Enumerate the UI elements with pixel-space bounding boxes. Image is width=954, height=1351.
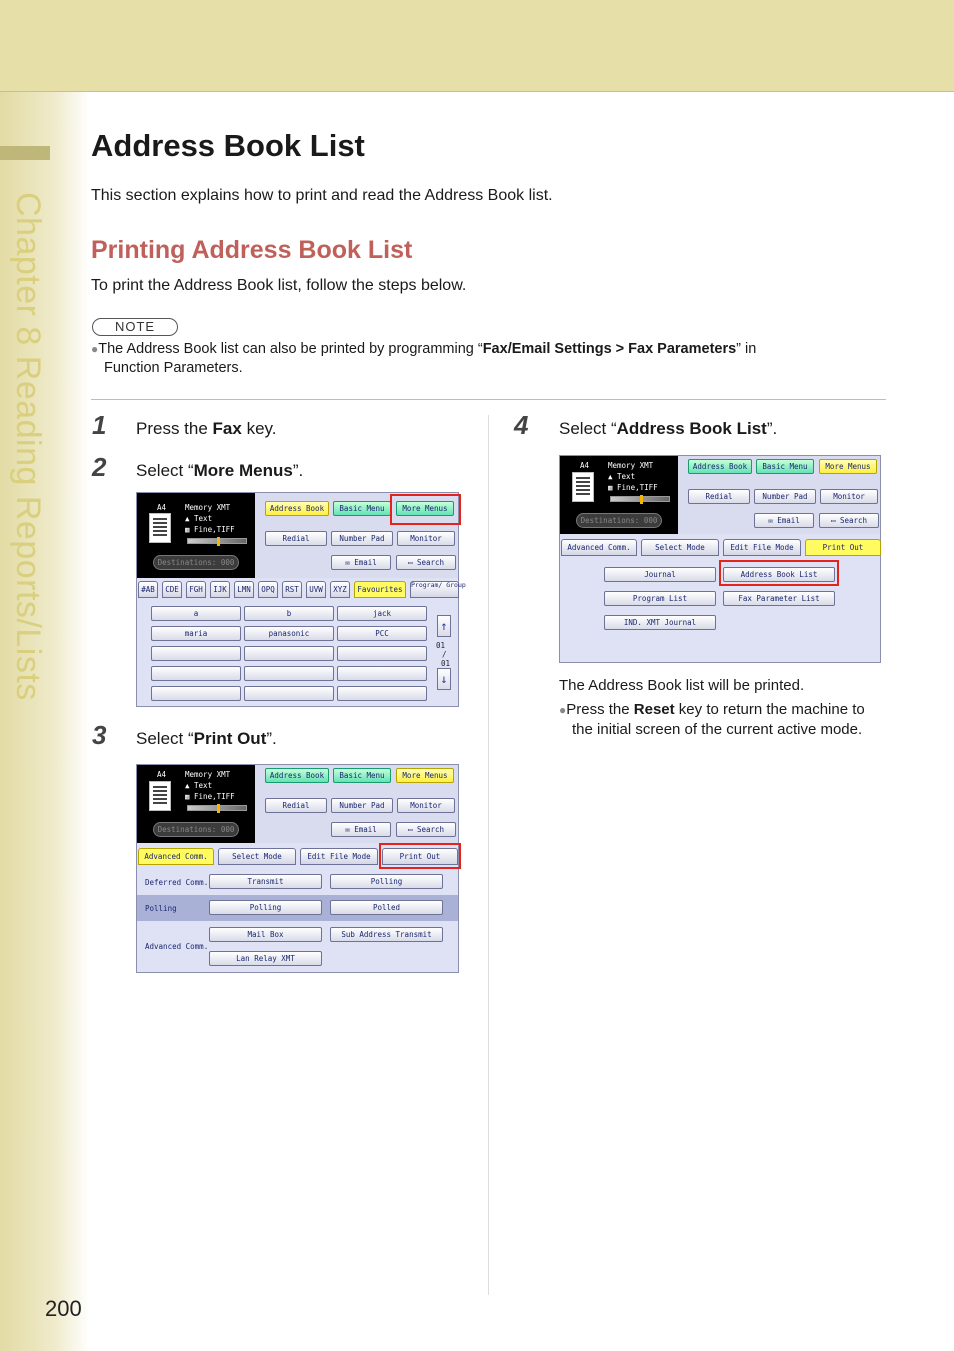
entry-empty[interactable] <box>337 686 427 701</box>
paper-size: A4 <box>157 770 167 779</box>
paper-size: A4 <box>580 461 590 470</box>
divider <box>91 399 886 400</box>
result-bullet <box>559 700 879 739</box>
tab-uvw[interactable]: UVW <box>306 581 326 598</box>
step-4-bold: Address Book List <box>616 419 767 438</box>
program-list-button[interactable]: Program List <box>604 591 716 606</box>
entry-empty[interactable] <box>337 666 427 681</box>
tab-rst[interactable]: RST <box>282 581 302 598</box>
contrast-slider[interactable] <box>187 538 247 544</box>
entry-pcc[interactable] <box>337 626 427 641</box>
basic-menu-tab[interactable]: Basic Menu <box>333 501 391 516</box>
monitor-button[interactable]: Monitor <box>820 489 878 504</box>
text-mode: ▲ Text <box>185 514 213 523</box>
resolution-label: Fine,TIFF <box>194 525 235 534</box>
section-intro: To print the Address Book list, follow the steps below. <box>91 277 467 294</box>
document-icon <box>572 472 594 502</box>
row-polling: Polling <box>145 904 177 913</box>
more-menus-tab[interactable]: More Menus <box>396 768 454 783</box>
entry-empty[interactable] <box>244 666 334 681</box>
step-3-number: 3 <box>92 720 107 750</box>
number-pad-button[interactable]: Number Pad <box>331 798 393 813</box>
status-panel <box>560 456 678 534</box>
top-banner <box>0 0 954 92</box>
polled-button[interactable]: Polled <box>330 900 443 915</box>
highlight-print-out <box>379 843 461 869</box>
tab-select-mode[interactable]: Select Mode <box>641 539 719 556</box>
tab-edit-file-mode[interactable]: Edit File Mode <box>723 539 801 556</box>
search-label: Search <box>839 516 868 525</box>
scroll-down-icon[interactable]: ↓ <box>437 668 451 690</box>
resolution: ▦ Fine,TIFF <box>608 483 658 492</box>
memory-mode: Memory XMT <box>608 461 654 470</box>
status-panel <box>137 493 255 578</box>
transmit-button[interactable]: Transmit <box>209 874 322 889</box>
page-number: 200 <box>45 1296 82 1321</box>
note-bold: Fax/Email Settings > Fax Parameters <box>482 341 737 357</box>
email-label: Email <box>354 558 377 567</box>
step-3-pre: Select “ <box>136 729 194 748</box>
section-title: Printing Address Book List <box>91 236 413 264</box>
highlight-more-menus <box>390 494 461 525</box>
ind-xmt-journal-button[interactable]: IND. XMT Journal <box>604 615 716 630</box>
number-pad-button[interactable]: Number Pad <box>754 489 816 504</box>
tab-advanced-comm[interactable]: Advanced Comm. <box>561 539 637 556</box>
page-total: 01 <box>441 659 451 668</box>
step-3-text <box>136 729 277 749</box>
step-4-pre: Select “ <box>559 419 617 438</box>
email-label: Email <box>777 516 800 525</box>
entry-empty[interactable] <box>244 646 334 661</box>
highlight-address-book-list <box>719 560 839 586</box>
resolution: ▦ Fine,TIFF <box>185 792 235 801</box>
step-1-bold: Fax <box>212 419 242 438</box>
tab-edit-file-mode[interactable]: Edit File Mode <box>300 848 378 865</box>
bullet-icon: ● <box>559 703 567 717</box>
entry-b-label: b <box>286 609 292 618</box>
step-3-post: ”. <box>266 729 277 748</box>
text-mode: ▲ Text <box>608 472 636 481</box>
destinations-counter: Destinations: 000 <box>153 555 239 570</box>
tab-ab[interactable]: #AB <box>138 581 158 598</box>
text-mode-label: Text <box>194 514 213 523</box>
address-book-tab[interactable]: Address Book <box>688 459 752 474</box>
polling-button[interactable]: Polling <box>209 900 322 915</box>
result-bullet-bold: Reset <box>633 701 675 718</box>
monitor-button[interactable]: Monitor <box>397 531 455 546</box>
resolution-label: Fine,TIFF <box>617 483 658 492</box>
entry-panasonic[interactable] <box>244 626 334 641</box>
tab-advanced-comm[interactable]: Advanced Comm. <box>138 848 214 865</box>
step-2-number: 2 <box>92 452 107 482</box>
screen-more-menus <box>136 492 466 707</box>
more-menus-tab[interactable]: More Menus <box>819 459 877 474</box>
search-button[interactable]: ▭ Search <box>819 513 879 528</box>
destinations-counter: Destinations: 000 <box>576 513 662 528</box>
note-suffix: ” in <box>736 341 757 357</box>
step-2-post: ”. <box>292 461 304 480</box>
search-button[interactable]: ▭ Search <box>396 822 456 837</box>
search-button[interactable]: ▭ Search <box>396 555 456 570</box>
more-menus-tab[interactable]: More Menus <box>396 501 454 516</box>
row-advanced-comm: Advanced Comm. <box>145 942 209 951</box>
polling-button[interactable]: Polling <box>330 874 443 889</box>
entry-empty[interactable] <box>151 666 241 681</box>
lan-relay-xmt-button[interactable]: Lan Relay XMT <box>209 951 322 966</box>
step-1-pre: Press the <box>136 419 213 438</box>
result-line: The Address Book list will be printed. <box>559 677 805 694</box>
entry-empty[interactable] <box>151 646 241 661</box>
tab-favourites[interactable]: Favourites <box>354 581 406 598</box>
document-icon <box>149 513 171 543</box>
text-mode-label: Text <box>194 781 213 790</box>
memory-mode: Memory XMT <box>185 770 231 779</box>
resolution: ▦ Fine,TIFF <box>185 525 235 534</box>
result-bullet-pre: Press the <box>566 701 634 718</box>
sub-address-transmit-button[interactable]: Sub Address Transmit <box>330 927 443 942</box>
number-pad-button[interactable]: Number Pad <box>331 531 393 546</box>
note-prefix: The Address Book list can also be printed by programming “ <box>98 341 483 357</box>
step-1-text <box>136 419 276 439</box>
entry-maria[interactable] <box>151 626 241 641</box>
entry-a-label: a <box>193 609 199 618</box>
entry-b[interactable] <box>244 606 334 621</box>
result-text <box>559 676 879 739</box>
address-book-list-button[interactable]: Address Book List <box>723 567 835 582</box>
entry-maria-label: maria <box>184 629 208 638</box>
address-book-tab[interactable]: Address Book <box>265 501 329 516</box>
note-line2: Function Parameters. <box>104 360 243 376</box>
redial-button[interactable]: Redial <box>265 798 327 813</box>
scroll-up-icon[interactable]: ↑ <box>437 615 451 637</box>
chapter-marker <box>0 146 50 160</box>
step-4-number: 4 <box>514 410 529 440</box>
step-1-post: key. <box>241 419 277 438</box>
email-button[interactable]: ✉ Email <box>331 555 391 570</box>
step-2-bold: More Menus <box>193 461 293 480</box>
tab-fgh[interactable]: FGH <box>186 581 206 598</box>
text-mode: ▲ Text <box>185 781 213 790</box>
paper-size: A4 <box>157 503 167 512</box>
step-4-text <box>559 419 777 439</box>
mail-box-button[interactable]: Mail Box <box>209 927 322 942</box>
step-4-post: ”. <box>766 419 778 438</box>
email-button[interactable]: ✉ Email <box>754 513 814 528</box>
entry-empty[interactable] <box>244 686 334 701</box>
monitor-button[interactable]: Monitor <box>397 798 455 813</box>
entry-pcc-label: PCC <box>375 629 389 638</box>
entry-panasonic-label: panasonic <box>268 629 310 638</box>
entry-empty[interactable] <box>337 646 427 661</box>
basic-menu-tab[interactable]: Basic Menu <box>333 768 391 783</box>
tab-ijk[interactable]: IJK <box>210 581 230 598</box>
destinations-counter: Destinations: 000 <box>153 822 239 837</box>
address-book-tab[interactable]: Address Book <box>265 768 329 783</box>
tab-cde[interactable]: CDE <box>162 581 182 598</box>
contrast-slider[interactable] <box>610 496 670 502</box>
status-panel <box>137 765 255 843</box>
step-1-number: 1 <box>92 410 107 440</box>
column-divider <box>488 415 489 1295</box>
redial-button[interactable]: Redial <box>265 531 327 546</box>
page-separator: / <box>442 650 447 659</box>
page-title: Address Book List <box>91 128 365 163</box>
row-deferred-comm: Deferred Comm. <box>145 878 209 887</box>
tab-program-group[interactable]: Program/ Group <box>410 581 459 598</box>
page-current: 01 <box>436 641 446 650</box>
screen-address-book-list <box>559 455 881 663</box>
tab-lmn[interactable]: LMN <box>234 581 254 598</box>
memory-mode: Memory XMT <box>185 503 231 512</box>
step-2-text <box>136 461 303 481</box>
contrast-slider[interactable] <box>187 805 247 811</box>
step-3-bold: Print Out <box>193 729 267 748</box>
search-label: Search <box>416 825 445 834</box>
search-label: Search <box>416 558 445 567</box>
note-text <box>91 340 861 378</box>
intro-text: This section explains how to print and read the Address Book list. <box>91 187 553 204</box>
tab-opq[interactable]: OPQ <box>258 581 278 598</box>
entry-empty[interactable] <box>151 686 241 701</box>
tab-print-out[interactable]: Print Out <box>805 539 881 556</box>
email-label: Email <box>354 825 377 834</box>
text-mode-label: Text <box>617 472 636 481</box>
screen-print-out <box>136 764 459 973</box>
entry-a[interactable] <box>151 606 241 621</box>
note-badge: NOTE <box>92 318 178 336</box>
chapter-label: Chapter 8 Reading Reports/Lists <box>9 192 47 701</box>
bullet-icon: ● <box>91 342 99 356</box>
email-button[interactable]: ✉ Email <box>331 822 391 837</box>
entry-jack[interactable] <box>337 606 427 621</box>
tab-xyz[interactable]: XYZ <box>330 581 350 598</box>
tab-select-mode[interactable]: Select Mode <box>218 848 296 865</box>
resolution-label: Fine,TIFF <box>194 792 235 801</box>
document-icon <box>149 781 171 811</box>
entry-jack-label: jack <box>372 609 392 618</box>
fax-parameter-list-button[interactable]: Fax Parameter List <box>723 591 835 606</box>
step-2-pre: Select “ <box>136 461 194 480</box>
basic-menu-tab[interactable]: Basic Menu <box>756 459 814 474</box>
result-bullet-post: key to return the machine to the initial screen of the current active mode. <box>572 701 865 738</box>
redial-button[interactable]: Redial <box>688 489 750 504</box>
journal-button[interactable]: Journal <box>604 567 716 582</box>
tab-print-out[interactable]: Print Out <box>382 848 458 865</box>
